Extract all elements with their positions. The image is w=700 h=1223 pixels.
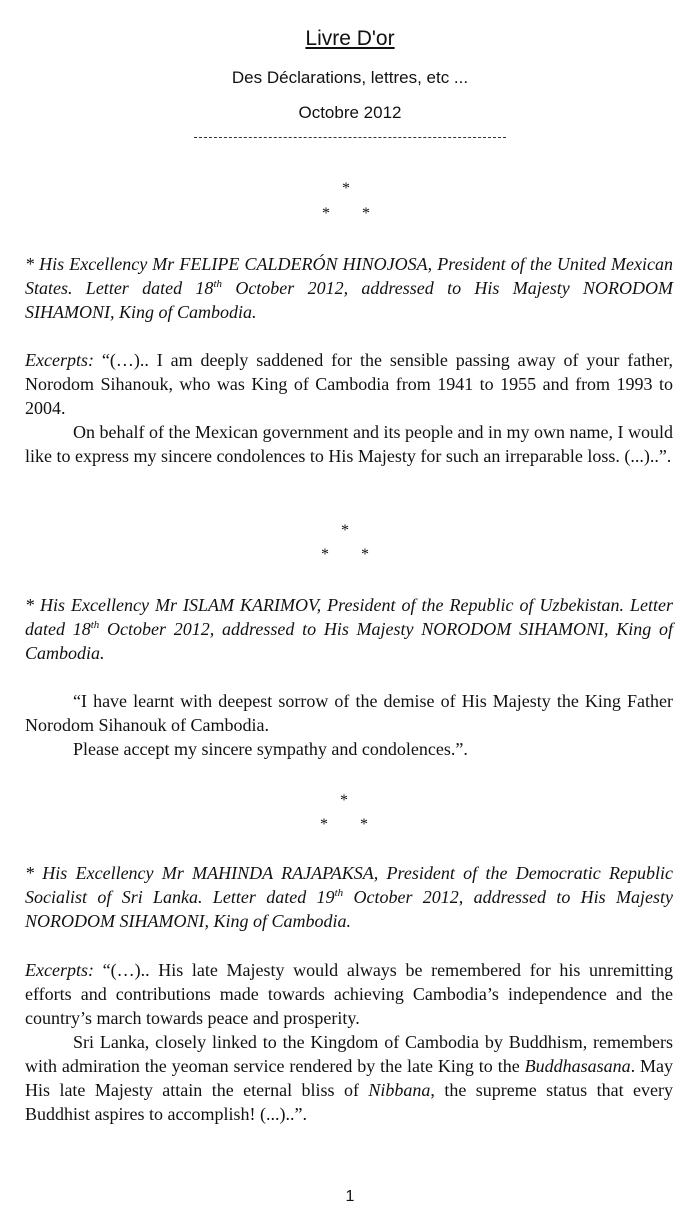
entry-2-body <box>25 689 673 761</box>
separator-star: * <box>321 546 329 563</box>
separator-star: * <box>320 816 328 833</box>
separator-star: * <box>341 522 349 539</box>
entry-1-body <box>25 348 673 468</box>
page-number: 1 <box>345 1188 355 1205</box>
separator-star: * <box>362 205 370 222</box>
page-title: Livre D'or <box>305 27 395 50</box>
entry-2-paragraph-2: Please accept my sincere sympathy and condolences.”. <box>73 739 468 759</box>
entry-2-paragraph-1: “I have learnt with deepest sorrow of the demise of His Majesty the King Father Norodom Sihanouk of Cambodia. <box>25 691 673 735</box>
excerpts-label: Excerpts: <box>25 960 94 980</box>
entry-1-paragraph-1: Excerpts: “(…).. I am deeply saddened for the sensible passing away of your father, Norodom Sihanouk, who was King of Cambodia from 1941 to 1955 and from 1993 to 2004. <box>25 350 673 418</box>
entry-2-heading: * His Excellency Mr ISLAM KARIMOV, President of the Republic of Uzbekistan. Letter dated 18th October 2012, addressed to His Majesty NORODOM SIHAMONI, King of Cambodia. <box>25 595 673 663</box>
separator-star: * <box>361 546 369 563</box>
entry-3 <box>25 861 673 933</box>
entry-3-paragraph-1: Excerpts: “(…).. His late Majesty would always be remembered for his unremitting efforts and contributions made towards achieving Cambodia’s independence and the country’s march towards peace and prosperity. <box>25 960 673 1028</box>
entry-1-paragraph-2: On behalf of the Mexican government and its people and in my own name, I would like to express my sincere condolences to His Majesty for such an irreparable loss. (...)..”. <box>25 422 673 466</box>
page-subtitle: Des Déclarations, lettres, etc ... <box>231 68 469 87</box>
separator-star: * <box>322 205 330 222</box>
dashed-rule <box>194 137 506 138</box>
entry-3-heading: * His Excellency Mr MAHINDA RAJAPAKSA, President of the Democratic Republic Socialist of Sri Lanka. Letter dated 19th October 2012, addressed to His Majesty NORODOM SIHAMONI, King of Cambodia. <box>25 863 673 931</box>
entry-1-heading: * His Excellency Mr FELIPE CALDERÓN HINOJOSA, President of the United Mexican States. Letter dated 18th October 2012, addressed to His Majesty NORODOM SIHAMONI, King of Cambodia. <box>25 254 673 322</box>
entry-1 <box>25 252 673 324</box>
entry-3-body <box>25 958 673 1126</box>
page-date: Octobre 2012 <box>298 103 402 122</box>
separator-star: * <box>342 180 350 197</box>
excerpts-label: Excerpts: <box>25 350 94 370</box>
separator-star: * <box>360 816 368 833</box>
entry-2 <box>25 593 673 665</box>
entry-3-paragraph-2: Sri Lanka, closely linked to the Kingdom of Cambodia by Buddhism, remembers with admiration the yeoman service rendered by the late King to the Buddhasasana. May His late Majesty attain the eternal bliss of Nibbana, the supreme status that every Buddhist aspires to accomplish! (...)..”. <box>25 1032 674 1124</box>
separator-star: * <box>340 792 348 809</box>
